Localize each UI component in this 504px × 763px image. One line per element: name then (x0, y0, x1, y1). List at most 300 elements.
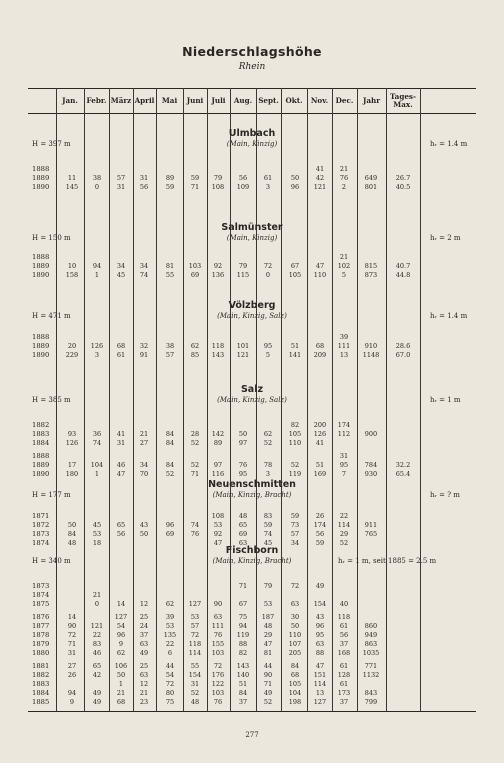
table-cell: 92 (213, 262, 223, 270)
table-cell: 119 (288, 470, 302, 478)
table-row (0, 680, 504, 689)
column-header: Juni (186, 96, 204, 105)
table-cell: 37 (139, 631, 149, 639)
table-cell: 84 (290, 662, 300, 670)
table-row (0, 671, 504, 680)
row-year: 1873 (32, 582, 50, 590)
table-cell: 1 (94, 470, 100, 478)
gauge-height: hᵣ = 2 m (430, 234, 461, 242)
table-cell: 61 (339, 680, 349, 688)
table-cell: 79 (263, 582, 273, 590)
table-cell: 67 (238, 600, 248, 608)
column-header: Nov. (310, 96, 329, 105)
table-cell: 28.6 (395, 342, 411, 350)
table-cell: 34 (116, 262, 126, 270)
table-cell: 68 (116, 342, 126, 350)
table-cell: 40.7 (395, 262, 411, 270)
table-cell: 22 (92, 631, 102, 639)
table-cell: 771 (364, 662, 378, 670)
table-cell: 135 (163, 631, 177, 639)
table-row (0, 591, 504, 600)
table-cell: 14 (116, 600, 126, 608)
table-cell: 5 (265, 351, 271, 359)
station-name: Salmünster (221, 222, 283, 233)
table-cell: 57 (190, 622, 200, 630)
table-cell: 21 (92, 591, 102, 599)
table-cell: 39 (165, 613, 175, 621)
row-year: 1871 (32, 512, 50, 520)
row-year: 1873 (32, 530, 50, 538)
table-cell: 1035 (362, 649, 380, 657)
table-cell: 949 (364, 631, 378, 639)
row-year: 1889 (32, 342, 50, 350)
table-cell: 59 (290, 512, 300, 520)
row-year: 1889 (32, 262, 50, 270)
table-cell: 154 (188, 671, 202, 679)
table-cell: 26 (315, 512, 325, 520)
table-cell: 0 (94, 600, 100, 608)
table-cell: 53 (165, 622, 175, 630)
table-cell: 801 (364, 183, 378, 191)
table-cell: 119 (236, 631, 250, 639)
table-row (0, 631, 504, 640)
table-cell: 72 (165, 680, 175, 688)
table-row (0, 600, 504, 609)
row-year: 1875 (32, 600, 50, 608)
table-cell: 28 (190, 430, 200, 438)
table-cell: 104 (288, 689, 302, 697)
table-cell: 67 (290, 262, 300, 270)
table-cell: 9 (69, 698, 75, 706)
table-row (0, 342, 504, 351)
table-cell: 22 (339, 512, 349, 520)
row-year: 1876 (32, 613, 50, 621)
table-row (0, 698, 504, 707)
table-cell: 50 (116, 671, 126, 679)
table-cell: 25 (139, 662, 149, 670)
table-cell: 141 (288, 351, 302, 359)
table-cell: 95 (339, 461, 349, 469)
table-cell: 0 (265, 271, 271, 279)
table-cell: 11 (67, 174, 77, 182)
row-year: 1884 (32, 439, 50, 447)
table-cell: 94 (92, 262, 102, 270)
table-cell: 0 (94, 183, 100, 191)
page-number: 277 (245, 731, 259, 739)
table-cell: 103 (211, 689, 225, 697)
table-cell: 75 (165, 698, 175, 706)
table-cell: 50 (290, 174, 300, 182)
table-cell: 911 (364, 521, 378, 529)
table-cell: 39 (339, 333, 349, 341)
table-cell: 14 (67, 613, 77, 621)
table-cell: 29 (339, 530, 349, 538)
table-row (0, 530, 504, 539)
table-cell: 96 (165, 521, 175, 529)
table-cell: 73 (290, 521, 300, 529)
table-cell: 40 (339, 600, 349, 608)
table-cell: 143 (211, 351, 225, 359)
table-cell: 54 (116, 622, 126, 630)
table-cell: 1 (118, 680, 124, 688)
table-cell: 31 (116, 183, 126, 191)
station-elevation: H = 150 m (32, 234, 71, 242)
table-cell: 59 (165, 183, 175, 191)
table-cell: 102 (337, 262, 351, 270)
station-region: (Main, Kinzig, Bracht) (212, 491, 292, 499)
table-cell: 649 (364, 174, 378, 182)
table-cell: 50 (139, 530, 149, 538)
row-year: 1888 (32, 333, 50, 341)
table-cell: 31 (116, 439, 126, 447)
table-cell: 23 (139, 698, 149, 706)
table-cell: 84 (165, 461, 175, 469)
table-cell: 67.0 (395, 351, 411, 359)
table-cell: 52 (263, 698, 273, 706)
table-cell: 173 (337, 689, 351, 697)
table-cell: 799 (364, 698, 378, 706)
station-name: Fischborn (225, 545, 279, 556)
table-cell: 31 (139, 174, 149, 182)
table-cell: 52 (165, 470, 175, 478)
table-cell: 3 (94, 351, 100, 359)
table-cell: 50 (67, 521, 77, 529)
table-cell: 72 (290, 582, 300, 590)
table-cell: 112 (337, 430, 351, 438)
column-header: Okt. (285, 96, 303, 105)
table-cell: 71 (190, 183, 200, 191)
table-cell: 56 (339, 631, 349, 639)
station-elevation: H = 471 m (32, 312, 71, 320)
table-cell: 12 (139, 600, 149, 608)
table-cell: 80 (165, 689, 175, 697)
table-cell: 96 (290, 183, 300, 191)
table-cell: 105 (288, 430, 302, 438)
row-year: 1889 (32, 461, 50, 469)
table-cell: 53 (263, 600, 273, 608)
table-cell: 59 (190, 174, 200, 182)
table-cell: 21 (116, 689, 126, 697)
table-cell: 27 (139, 439, 149, 447)
table-cell: 85 (190, 351, 200, 359)
gauge-height: hᵣ = ? m (430, 491, 460, 499)
table-cell: 90 (263, 671, 273, 679)
table-cell: 108 (211, 512, 225, 520)
table-cell: 57 (165, 351, 175, 359)
table-cell: 71 (263, 680, 273, 688)
table-cell: 111 (337, 342, 351, 350)
table-cell: 76 (213, 698, 223, 706)
table-cell: 68 (290, 671, 300, 679)
table-cell: 145 (65, 183, 79, 191)
station-elevation: H = 177 m (32, 491, 71, 499)
table-cell: 74 (139, 271, 149, 279)
table-cell: 47 (315, 662, 325, 670)
table-cell: 72 (190, 631, 200, 639)
table-cell: 20 (67, 342, 77, 350)
table-cell: 111 (211, 622, 225, 630)
table-cell: 75 (238, 613, 248, 621)
table-cell: 65 (92, 662, 102, 670)
table-cell: 91 (139, 351, 149, 359)
table-row (0, 689, 504, 698)
table-cell: 90 (67, 622, 77, 630)
table-cell: 37 (339, 640, 349, 648)
table-cell: 52 (290, 461, 300, 469)
table-row (0, 512, 504, 521)
table-cell: 48 (67, 539, 77, 547)
table-cell: 72 (67, 631, 77, 639)
table-cell: 114 (313, 680, 327, 688)
table-row (0, 351, 504, 360)
table-cell: 63 (139, 640, 149, 648)
table-cell: 63 (139, 671, 149, 679)
station-elevation: H = 340 m (32, 557, 71, 565)
table-cell: 95 (263, 342, 273, 350)
table-cell: 84 (238, 689, 248, 697)
table-cell: 47 (263, 640, 273, 648)
table-cell: 53 (92, 530, 102, 538)
row-year: 1882 (32, 421, 50, 429)
table-cell: 63 (315, 640, 325, 648)
table-cell: 21 (339, 165, 349, 173)
table-cell: 118 (211, 342, 225, 350)
table-cell: 74 (190, 521, 200, 529)
table-cell: 176 (211, 671, 225, 679)
row-year: 1884 (32, 689, 50, 697)
table-cell: 930 (364, 470, 378, 478)
table-cell: 45 (92, 521, 102, 529)
column-header: Sept. (258, 96, 279, 105)
table-row (0, 183, 504, 192)
table-cell: 95 (238, 470, 248, 478)
table-cell: 101 (236, 342, 250, 350)
column-header: Aug. (233, 96, 253, 105)
table-cell: 63 (213, 613, 223, 621)
table-cell: 61 (263, 174, 273, 182)
table-cell: 52 (190, 689, 200, 697)
table-cell: 118 (188, 640, 202, 648)
table-row (0, 430, 504, 439)
table-cell: 51 (290, 342, 300, 350)
table-cell: 49 (139, 649, 149, 657)
table-cell: 109 (236, 183, 250, 191)
table-cell: 115 (236, 271, 250, 279)
table-cell: 62 (190, 342, 200, 350)
table-cell: 10 (67, 262, 77, 270)
table-cell: 55 (190, 662, 200, 670)
station-elevation: H = 397 m (32, 140, 71, 148)
column-header: März (110, 96, 132, 105)
table-cell: 180 (65, 470, 79, 478)
table-cell: 45 (116, 271, 126, 279)
table-cell: 114 (188, 649, 202, 657)
table-cell: 59 (263, 521, 273, 529)
table-cell: 103 (211, 649, 225, 657)
table-cell: 56 (315, 530, 325, 538)
table-cell: 26.7 (395, 174, 411, 182)
table-cell: 31 (67, 649, 77, 657)
row-year: 1890 (32, 470, 50, 478)
table-cell: 108 (211, 183, 225, 191)
table-row (0, 521, 504, 530)
column-header: April (134, 96, 155, 105)
table-cell: 88 (315, 649, 325, 657)
table-cell: 143 (236, 662, 250, 670)
table-cell: 104 (90, 461, 104, 469)
table-cell: 21 (139, 689, 149, 697)
table-cell: 62 (263, 430, 273, 438)
table-cell: 65 (116, 521, 126, 529)
table-cell: 88 (238, 640, 248, 648)
table-cell: 61 (339, 622, 349, 630)
table-cell: 74 (92, 439, 102, 447)
column-header: Febr. (86, 96, 107, 105)
table-cell: 154 (313, 600, 327, 608)
table-row (0, 640, 504, 649)
table-cell: 65.4 (395, 470, 411, 478)
table-cell: 18 (92, 539, 102, 547)
table-cell: 94 (67, 689, 77, 697)
table-cell: 56 (238, 174, 248, 182)
table-row (0, 452, 504, 461)
table-cell: 910 (364, 342, 378, 350)
table-cell: 37 (339, 698, 349, 706)
gauge-height: hᵣ = 1.4 m (430, 312, 468, 320)
table-cell: 47 (315, 262, 325, 270)
table-cell: 43 (139, 521, 149, 529)
table-cell: 107 (288, 640, 302, 648)
table-cell: 118 (337, 613, 351, 621)
row-year: 1885 (32, 698, 50, 706)
station-name: Salz (240, 384, 264, 395)
table-cell: 81 (263, 649, 273, 657)
row-year: 1879 (32, 640, 50, 648)
table-cell: 38 (165, 342, 175, 350)
table-cell: 3 (265, 183, 271, 191)
table-cell: 43 (315, 613, 325, 621)
table-cell: 174 (337, 421, 351, 429)
table-cell: 34 (290, 539, 300, 547)
table-cell: 40.5 (395, 183, 411, 191)
table-cell: 42 (92, 671, 102, 679)
table-cell: 84 (165, 439, 175, 447)
table-cell: 2 (341, 183, 347, 191)
table-cell: 30 (290, 613, 300, 621)
table-cell: 815 (364, 262, 378, 270)
table-cell: 38 (92, 174, 102, 182)
row-year: 1880 (32, 649, 50, 657)
table-row (0, 662, 504, 671)
table-cell: 860 (364, 622, 378, 630)
table-cell: 7 (341, 470, 347, 478)
table-cell: 57 (116, 174, 126, 182)
table-cell: 49 (92, 689, 102, 697)
table-cell: 900 (364, 430, 378, 438)
gauge-height: hᵣ = 1 m, seit 1885 = 2.5 m (338, 557, 437, 565)
table-cell: 53 (213, 521, 223, 529)
table-cell: 61 (339, 662, 349, 670)
column-header: Jahr (362, 96, 381, 105)
column-header: Jan. (62, 96, 78, 105)
table-cell: 94 (238, 622, 248, 630)
table-row (0, 649, 504, 658)
table-cell: 78 (263, 461, 273, 469)
table-cell: 97 (238, 439, 248, 447)
table-cell: 128 (337, 671, 351, 679)
table-cell: 5 (341, 271, 347, 279)
station-region: (Main, Kinzig) (226, 234, 278, 242)
table-cell: 13 (315, 689, 325, 697)
table-cell: 6 (167, 649, 173, 657)
table-cell: 84 (67, 530, 77, 538)
table-cell: 174 (313, 521, 327, 529)
table-cell: 69 (165, 530, 175, 538)
table-cell: 68 (315, 342, 325, 350)
table-cell: 76 (339, 174, 349, 182)
table-cell: 168 (337, 649, 351, 657)
table-cell: 126 (65, 439, 79, 447)
table-cell: 200 (313, 421, 327, 429)
table-cell: 46 (116, 461, 126, 469)
table-cell: 63 (238, 539, 248, 547)
table-cell: 116 (211, 470, 225, 478)
table-header (28, 88, 476, 114)
table-cell: 47 (116, 470, 126, 478)
table-cell: 34 (139, 461, 149, 469)
table-cell: 13 (339, 351, 349, 359)
row-year: 1883 (32, 680, 50, 688)
table-cell: 50 (290, 622, 300, 630)
column-header: Juli (211, 96, 226, 105)
table-cell: 155 (211, 640, 225, 648)
table-cell: 873 (364, 271, 378, 279)
table-cell: 49 (315, 582, 325, 590)
station-region: (Main, Kinzig) (226, 140, 278, 148)
row-year: 1890 (32, 351, 50, 359)
station-region: (Main, Kinzig, Salz) (217, 396, 287, 404)
table-cell: 22 (165, 640, 175, 648)
table-cell: 52 (263, 439, 273, 447)
table-cell: 21 (339, 253, 349, 261)
row-year: 1874 (32, 591, 50, 599)
table-cell: 205 (288, 649, 302, 657)
row-year: 1872 (32, 521, 50, 529)
table-cell: 863 (364, 640, 378, 648)
table-cell: 106 (114, 662, 128, 670)
table-cell: 110 (288, 631, 302, 639)
row-year: 1890 (32, 271, 50, 279)
table-row (0, 262, 504, 271)
table-cell: 71 (238, 582, 248, 590)
table-cell: 49 (92, 698, 102, 706)
table-cell: 52 (190, 439, 200, 447)
table-cell: 53 (190, 613, 200, 621)
table-cell: 142 (211, 430, 225, 438)
table-cell: 17 (67, 461, 77, 469)
table-cell: 46 (92, 649, 102, 657)
table-cell: 121 (236, 351, 250, 359)
table-cell: 76 (213, 631, 223, 639)
table-cell: 92 (213, 530, 223, 538)
table-cell: 54 (165, 671, 175, 679)
table-cell: 127 (114, 613, 128, 621)
table-cell: 51 (238, 680, 248, 688)
table-cell: 103 (188, 262, 202, 270)
table-cell: 31 (190, 680, 200, 688)
table-cell: 765 (364, 530, 378, 538)
table-cell: 3 (265, 470, 271, 478)
